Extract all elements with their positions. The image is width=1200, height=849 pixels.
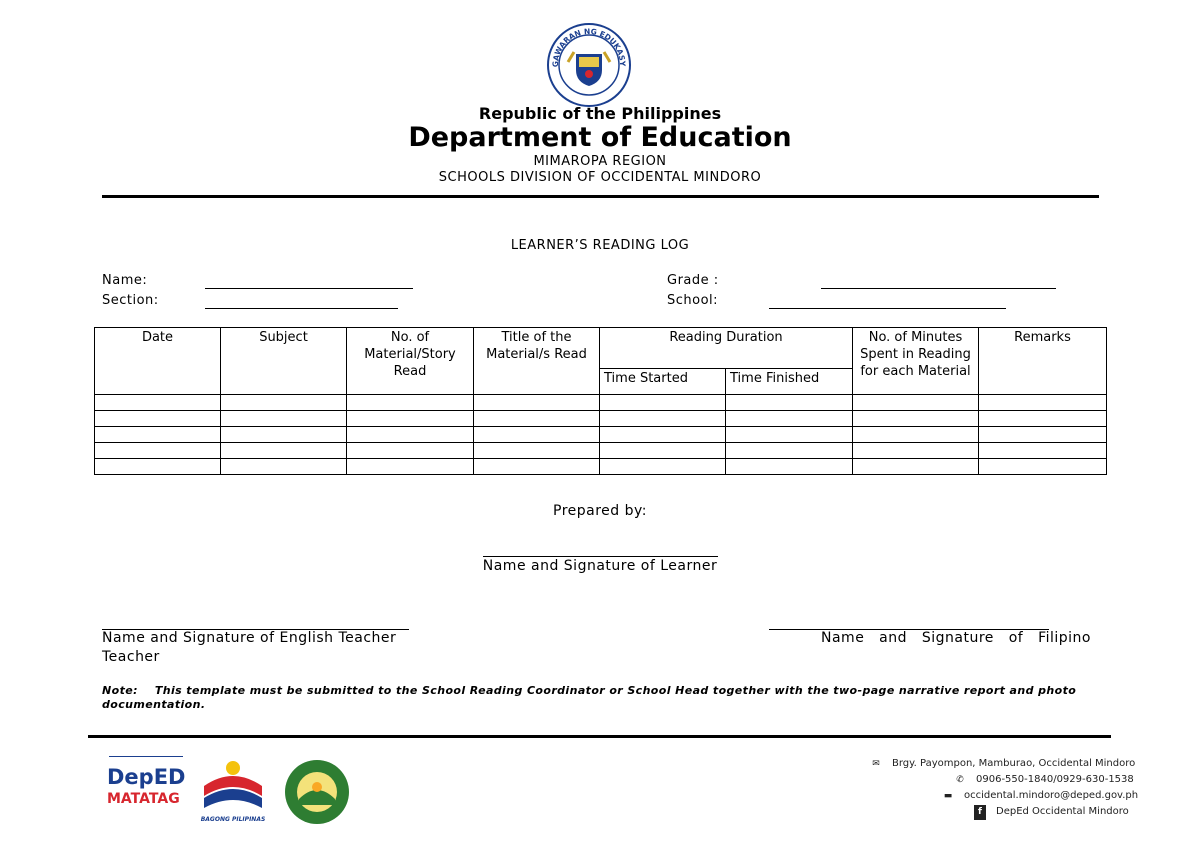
form-title: LEARNER’S READING LOG (510, 238, 690, 253)
log-cell[interactable] (95, 443, 221, 459)
log-cell[interactable] (474, 459, 600, 475)
name-label: Name: (102, 273, 148, 288)
facebook-icon: f (974, 805, 986, 820)
seal-text: GAWARAN NG EDUKASY (550, 26, 628, 68)
note-label: Note: (102, 684, 138, 697)
header-material-count: No. of Material/Story Read (347, 328, 474, 395)
log-cell[interactable] (95, 427, 221, 443)
log-cell[interactable] (95, 395, 221, 411)
log-cell[interactable] (979, 459, 1107, 475)
note-text: This template must be submitted to the School Reading Coordinator or School Head together with the two-page narrative report and photo documentation. (102, 684, 1077, 711)
log-cell[interactable] (979, 427, 1107, 443)
header-time-finished: Time Finished (726, 369, 853, 395)
english-teacher-signature-label: Name and Signature of English Teacher (102, 630, 397, 646)
log-row (95, 459, 1107, 475)
log-cell[interactable] (979, 443, 1107, 459)
log-cell[interactable] (600, 443, 726, 459)
log-cell[interactable] (979, 411, 1107, 427)
log-cell[interactable] (221, 427, 347, 443)
header-minutes-spent: No. of Minutes Spent in Reading for each Material (853, 328, 979, 395)
log-cell[interactable] (726, 459, 853, 475)
mail-icon: ✉ (872, 759, 880, 769)
log-row (95, 395, 1107, 411)
email-text: occidental.mindoro@deped.gov.ph (964, 790, 1139, 801)
division-title: SCHOOLS DIVISION OF OCCIDENTAL MINDORO (438, 170, 762, 185)
log-cell[interactable] (600, 395, 726, 411)
grade-field[interactable] (821, 288, 1056, 289)
log-cell[interactable] (853, 427, 979, 443)
filipino-teacher-signature-label: Name and Signature of Filipino (821, 630, 1091, 646)
header-reading-duration: Reading Duration (600, 328, 853, 369)
bagong-pilipinas-wordmark: BAGONG PILIPINAS (200, 816, 266, 823)
log-cell[interactable] (95, 411, 221, 427)
section-field[interactable] (205, 308, 398, 309)
phone-icon: ✆ (956, 775, 964, 785)
bagong-pilipinas-logo (200, 756, 266, 828)
header-divider (102, 195, 1099, 198)
log-cell[interactable] (979, 395, 1107, 411)
facebook-text: DepEd Occidental Mindoro (996, 806, 1129, 817)
log-row (95, 411, 1107, 427)
contact-info (870, 756, 1139, 820)
school-field[interactable] (769, 308, 1006, 309)
header-time-started: Time Started (600, 369, 726, 395)
log-cell[interactable] (221, 395, 347, 411)
department-title: Department of Education (408, 122, 792, 153)
log-cell[interactable] (347, 427, 474, 443)
log-cell[interactable] (474, 427, 600, 443)
log-cell[interactable] (347, 443, 474, 459)
log-cell[interactable] (726, 411, 853, 427)
grade-label: Grade : (667, 273, 719, 288)
log-cell[interactable] (347, 411, 474, 427)
log-cell[interactable] (853, 443, 979, 459)
prepared-by-label: Prepared by: (553, 503, 647, 519)
log-cell[interactable] (474, 411, 600, 427)
footer-divider (88, 735, 1111, 738)
log-cell[interactable] (95, 459, 221, 475)
log-cell[interactable] (347, 395, 474, 411)
learner-signature-line[interactable] (483, 556, 718, 557)
matatag-wordmark: MATATAG (107, 791, 180, 807)
log-cell[interactable] (347, 459, 474, 475)
header-subject: Subject (221, 328, 347, 395)
header-remarks: Remarks (979, 328, 1107, 395)
log-cell[interactable] (221, 411, 347, 427)
deped-wordmark: DepED (107, 765, 186, 789)
log-cell[interactable] (474, 395, 600, 411)
log-cell[interactable] (726, 443, 853, 459)
log-row (95, 427, 1107, 443)
log-cell[interactable] (853, 411, 979, 427)
address-text: Brgy. Payompon, Mamburao, Occidental Mindoro (892, 758, 1136, 769)
note (102, 684, 1098, 712)
reading-log-table (94, 327, 1107, 475)
log-row (95, 443, 1107, 459)
log-rows (95, 395, 1107, 475)
header-date: Date (95, 328, 221, 395)
log-cell[interactable] (221, 443, 347, 459)
learner-signature-label: Name and Signature of Learner (482, 558, 718, 574)
english-teacher-label-continued: Teacher (102, 649, 160, 665)
phone-text: 0906-550-1840/0929-630-1538 (976, 774, 1134, 785)
log-cell[interactable] (853, 395, 979, 411)
log-cell[interactable] (600, 411, 726, 427)
deped-matatag-logo (107, 756, 185, 828)
log-cell[interactable] (221, 459, 347, 475)
email-icon: ▬ (943, 791, 953, 801)
log-cell[interactable] (600, 427, 726, 443)
division-seal-logo (284, 759, 350, 825)
log-cell[interactable] (853, 459, 979, 475)
section-label: Section: (102, 293, 159, 308)
name-field[interactable] (205, 288, 413, 289)
log-cell[interactable] (474, 443, 600, 459)
republic-title: Republic of the Philippines (478, 104, 722, 123)
log-cell[interactable] (726, 427, 853, 443)
region-title: MIMAROPA REGION (533, 154, 667, 169)
log-cell[interactable] (726, 395, 853, 411)
log-cell[interactable] (600, 459, 726, 475)
header-material-title: Title of the Material/s Read (474, 328, 600, 395)
deped-seal (546, 22, 632, 108)
school-label: School: (667, 293, 719, 308)
